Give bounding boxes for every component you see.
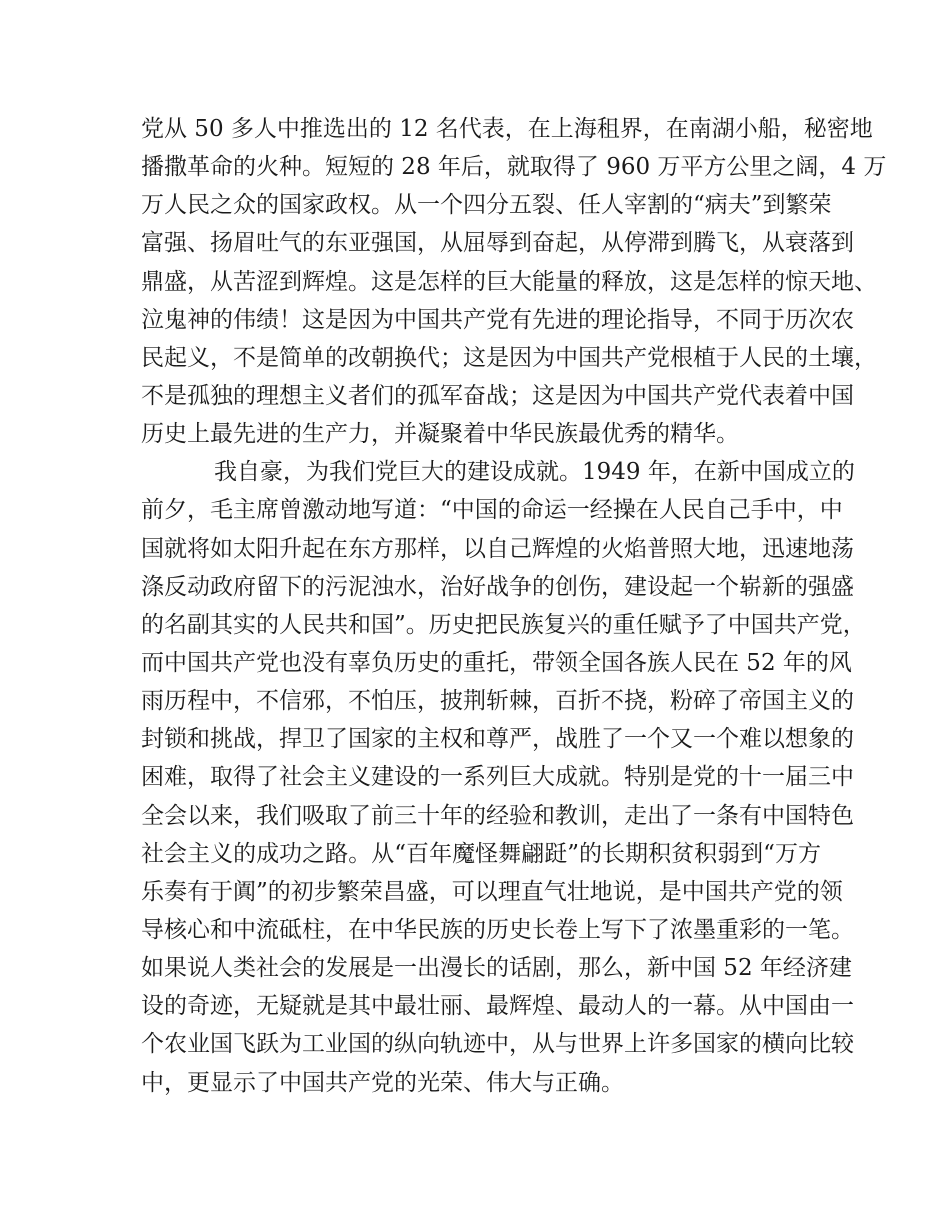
text-line: 富强、扬眉吐气的东亚强国，从屈辱到奋起，从停滞到腾飞，从衰落到 <box>141 230 854 257</box>
text-line: 社会主义的成功之路。从“百年魔怪舞翩跹”的长期积贫积弱到“万方 <box>141 840 821 867</box>
text-line: 涤反动政府留下的污泥浊水，治好战争的创伤，建设起一个崭新的强盛 <box>141 573 854 600</box>
paragraph-1 <box>141 110 887 453</box>
text-line: 我自豪，为我们党巨大的建设成就。1949 年，在新中国成立的 <box>214 459 855 486</box>
text-line: 封锁和挑战，捍卫了国家的主权和尊严，战胜了一个又一个难以想象的 <box>141 726 854 753</box>
paragraph-2 <box>141 453 866 1101</box>
text-line: 设的奇迹，无疑就是其中最壮丽、最辉煌、最动人的一幕。从中国由一 <box>141 993 854 1020</box>
text-line: 鼎盛，从苦涩到辉煌。这是怎样的巨大能量的释放，这是怎样的惊天地、 <box>141 268 877 295</box>
text-line: 泣鬼神的伟绩！这是因为中国共产党有先进的理论指导，不同于历次农 <box>141 306 854 333</box>
text-line: 中，更显示了中国共产党的光荣、伟大与正确。 <box>141 1069 624 1096</box>
text-line: 乐奏有于阗”的初步繁荣昌盛，可以理直气壮地说，是中国共产党的领 <box>141 878 843 905</box>
body-text <box>141 110 887 1102</box>
text-line: 困难，取得了社会主义建设的一系列巨大成就。特别是党的十一届三中 <box>141 764 854 791</box>
text-line: 国就将如太阳升起在东方那样，以自己辉煌的火焰普照大地，迅速地荡 <box>141 535 854 562</box>
text-line: 党从 50 多人中推选出的 12 名代表，在上海租界，在南湖小船，秘密地 <box>141 116 873 142</box>
text-line: 不是孤独的理想主义者们的孤军奋战；这是因为中国共产党代表着中国 <box>141 382 854 409</box>
text-line: 而中国共产党也没有辜负历史的重托，带领全国各族人民在 52 年的风 <box>141 649 852 676</box>
text-line: 播撒革命的火种。短短的 28 年后，就取得了 960 万平方公里之阔，4 万 <box>141 154 887 181</box>
text-line: 民起义，不是简单的改朝换代；这是因为中国共产党根植于人民的土壤， <box>141 344 877 371</box>
text-line: 全会以来，我们吸取了前三十年的经验和教训，走出了一条有中国特色 <box>141 802 854 829</box>
text-line: 如果说人类社会的发展是一出漫长的话剧，那么，新中国 52 年经济建 <box>141 955 852 982</box>
text-line: 导核心和中流砥柱，在中华民族的历史长卷上写下了浓墨重彩的一笔。 <box>141 916 854 943</box>
text-line: 个农业国飞跃为工业国的纵向轨迹中，从与世界上许多国家的横向比较 <box>141 1031 854 1058</box>
text-line: 的名副其实的人民共和国”。历史把民族复兴的重任赋予了中国共产党， <box>141 611 866 638</box>
text-line: 前夕，毛主席曾激动地写道：“中国的命运一经操在人民自己手中，中 <box>141 497 843 524</box>
text-line: 雨历程中，不信邪，不怕压，披荆斩棘，百折不挠，粉碎了帝国主义的 <box>141 688 854 715</box>
text-line: 万人民之众的国家政权。从一个四分五裂、任人宰割的“病夫”到繁荣 <box>141 192 832 219</box>
text-line: 历史上最先进的生产力，并凝聚着中华民族最优秀的精华。 <box>141 421 739 448</box>
